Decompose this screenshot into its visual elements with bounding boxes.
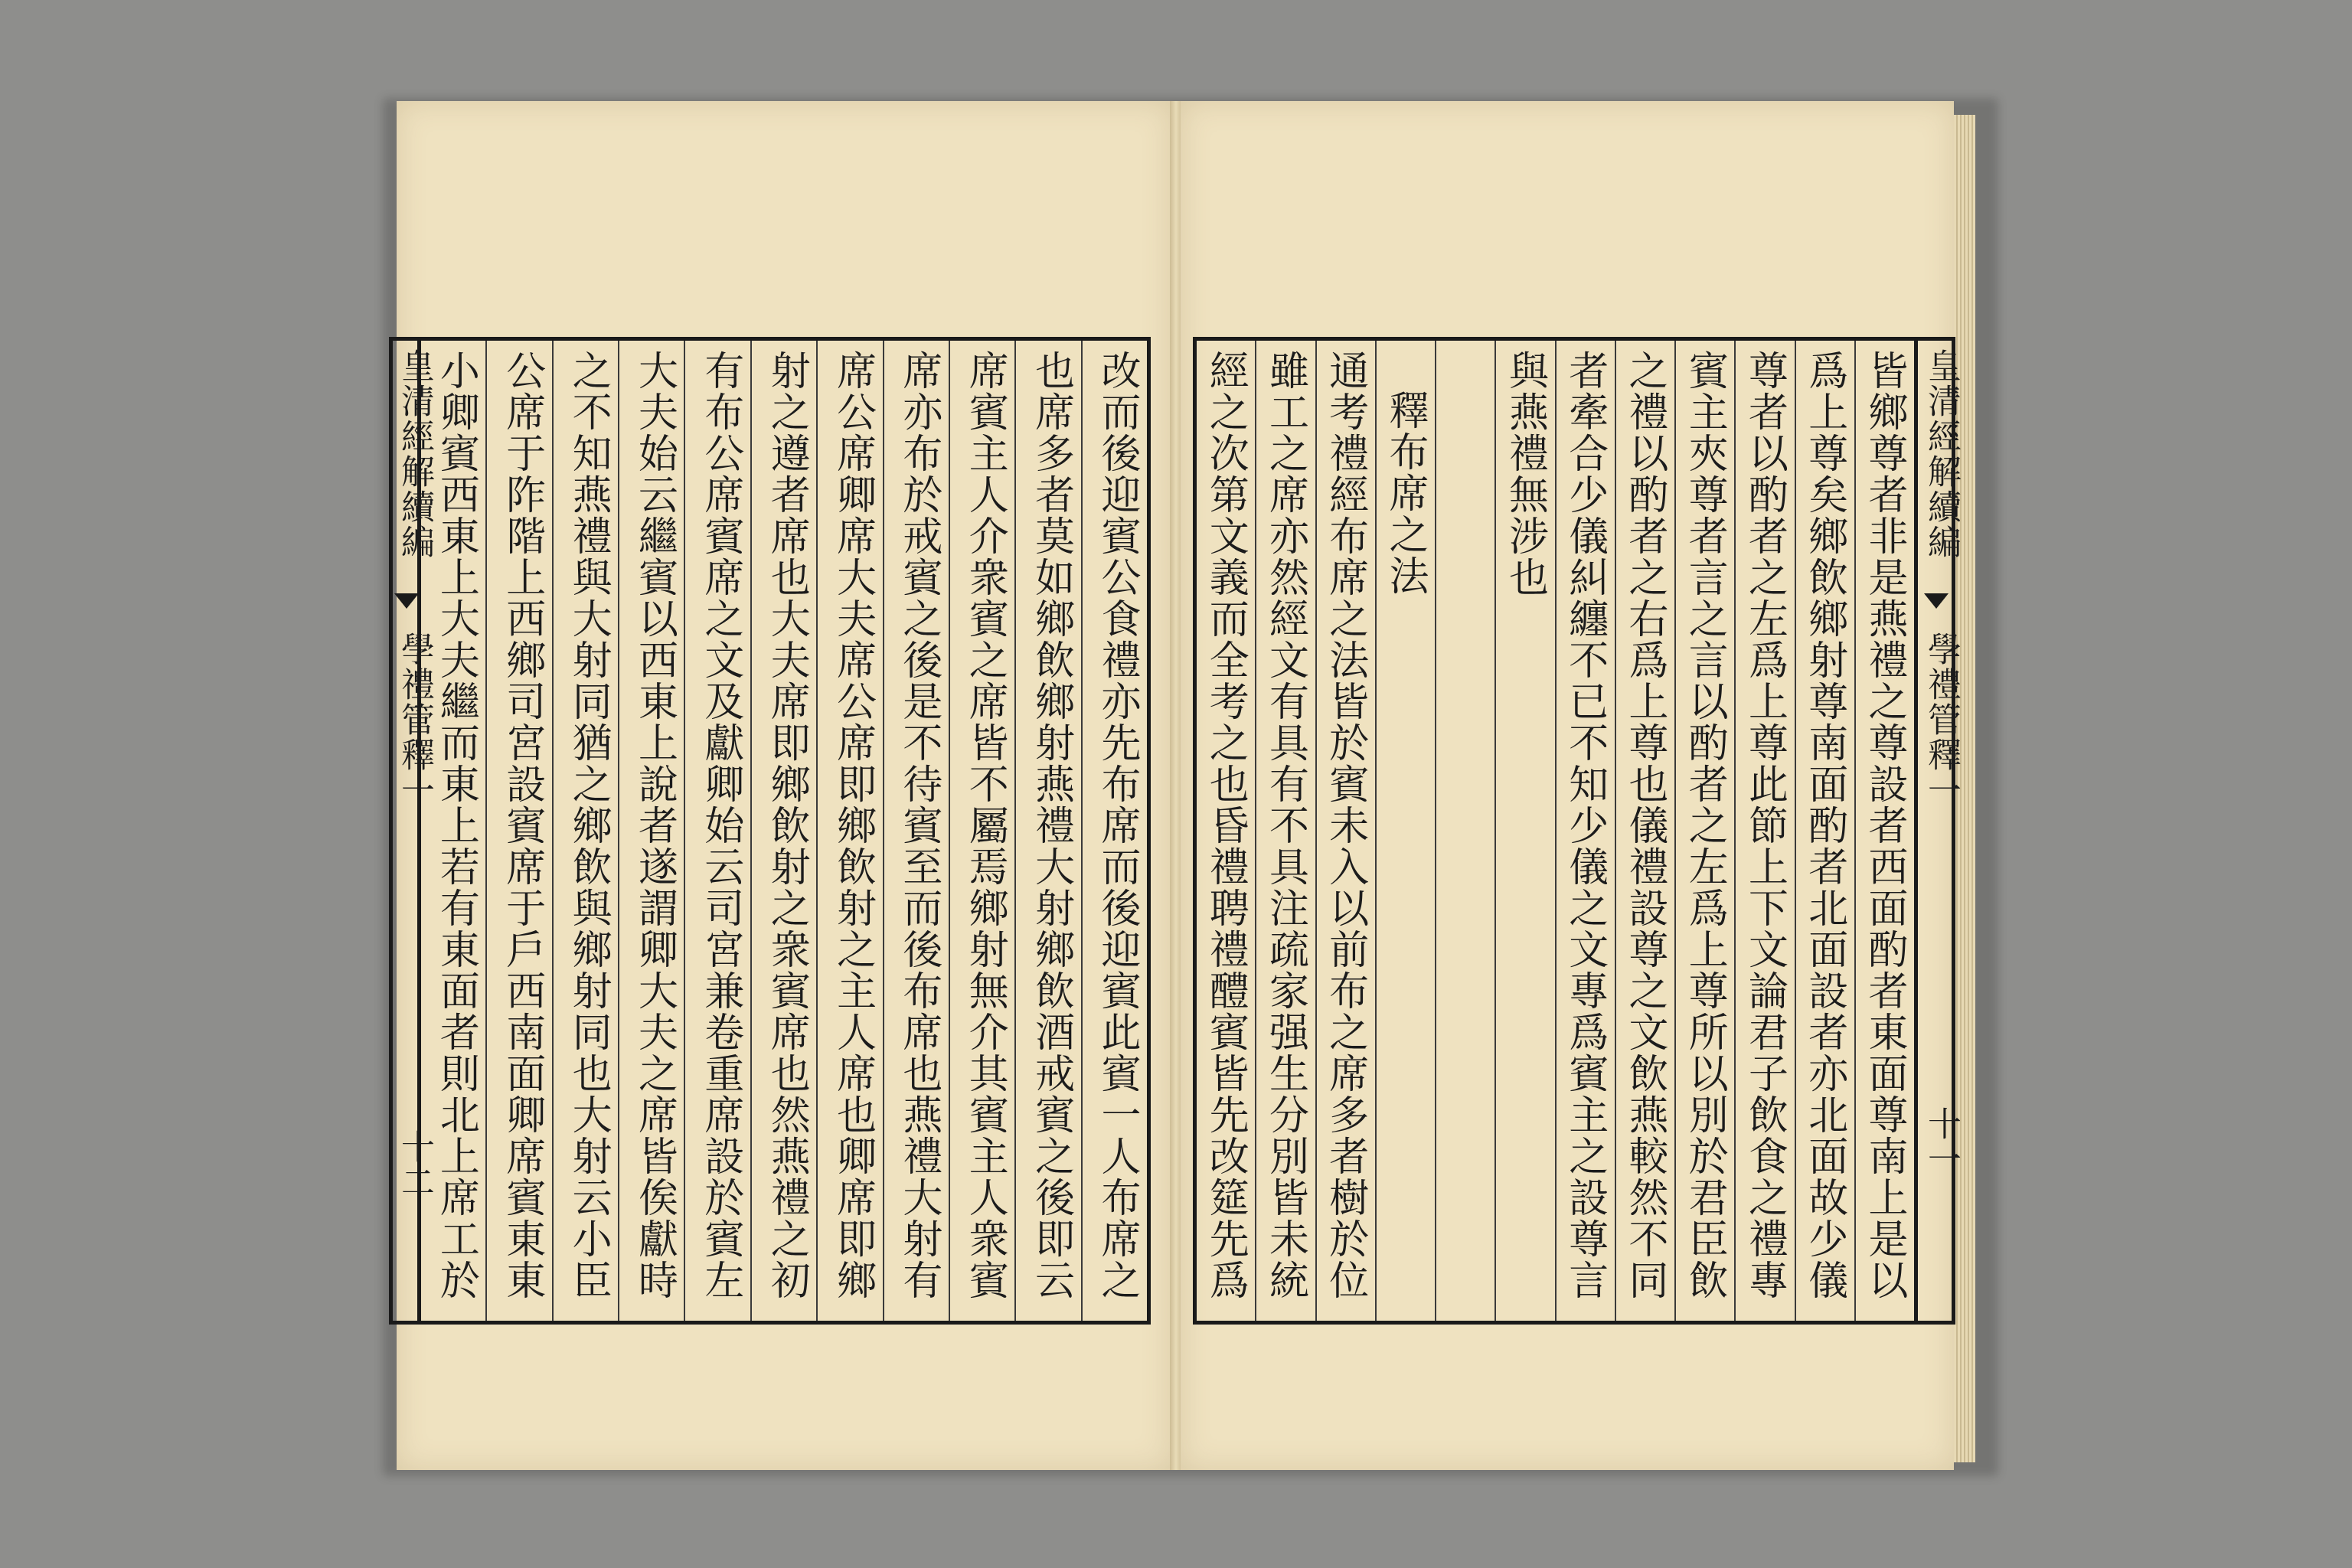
left-text-columns xyxy=(421,341,1147,1321)
right-column-7: 與燕禮無涉也 xyxy=(1494,341,1554,1321)
left-column-10: 公席于阼階上西鄉司宮設賓席于戶西南面卿席賓東東 xyxy=(485,341,551,1321)
right-fold-column xyxy=(1914,337,1961,1325)
left-fold-column xyxy=(389,337,434,1325)
left-fish-tail-mark xyxy=(394,593,419,609)
right-fold-section: 學禮管釋一 xyxy=(1922,632,1961,808)
left-column-6: 射之遵者席也大夫席即鄉飲射之衆賓席也然燕禮之初 xyxy=(750,341,816,1321)
right-column-5: 之禮以酌者之右爲上尊也儀禮設尊之文飲燕較然不同 xyxy=(1615,341,1674,1321)
right-section-heading: 釋布席之法 xyxy=(1375,341,1435,1321)
left-column-5: 席公席卿席大夫席公席即鄉飲射之主人席也卿席即鄉 xyxy=(816,341,882,1321)
left-fold-title: 皇清經解續編 xyxy=(395,348,434,560)
left-text-frame xyxy=(417,337,1151,1325)
right-fold-title: 皇清經解續編 xyxy=(1922,348,1961,560)
right-column-8 xyxy=(1435,341,1494,1321)
right-column-2: 爲上尊矣鄉飲鄉射尊南面酌者北面設者亦北面故少儀 xyxy=(1795,341,1854,1321)
left-column-9: 之不知燕禮與大射同猶之鄉飲與鄉射同也大射云小臣 xyxy=(552,341,618,1321)
right-text-frame xyxy=(1193,337,1918,1325)
right-column-1: 皆鄉尊者非是燕禮之尊設者西面酌者東面尊南上是以 xyxy=(1854,341,1914,1321)
left-column-7: 有布公席賓席之文及獻卿始云司宮兼卷重席設於賓左 xyxy=(684,341,750,1321)
right-column-3: 尊者以酌者之左爲上尊此節上下文論君子飲食之禮專 xyxy=(1734,341,1794,1321)
left-fold-section: 學禮管釋一 xyxy=(395,632,434,808)
right-column-11: 雖工之席亦然經文有具有不具注疏家强生分別皆未統 xyxy=(1255,341,1315,1321)
left-fold-page-number: 十二 xyxy=(395,1129,434,1200)
left-column-8: 大夫始云繼賓以西東上說者遂謂卿大夫之席皆俟獻時 xyxy=(618,341,684,1321)
right-fish-tail-mark xyxy=(1924,593,1949,609)
right-column-12: 經之次第文義而全考之也昏禮聘禮醴賓皆先改筵先爲 xyxy=(1202,350,1249,1301)
right-fold-page-number: 十一 xyxy=(1922,1106,1961,1177)
left-column-3: 席賓主人介衆賓之席皆不屬焉鄉射無介其賓主人衆賓 xyxy=(949,341,1014,1321)
left-column-11: 小卿賓西東上大夫繼而東上若有東面者則北上席工於 xyxy=(433,350,479,1301)
right-text-columns xyxy=(1197,341,1914,1321)
right-column-4: 賓主夾尊者言之言以酌者之左爲上尊所以別於君臣飲 xyxy=(1674,341,1734,1321)
left-column-2: 也席多者莫如鄉飲鄉射燕禮大射鄉飲酒戒賓之後即云 xyxy=(1014,341,1080,1321)
left-column-1: 改而後迎賓公食禮亦先布席而後迎賓此賓一人布席之 xyxy=(1081,341,1147,1321)
right-column-10: 通考禮經布席之法皆於賓未入以前布之席多者樹於位 xyxy=(1315,341,1375,1321)
left-column-4: 席亦布於戒賓之後是不待賓至而後布席也燕禮大射有 xyxy=(883,341,949,1321)
right-column-6: 者牽合少儀糾纏不已不知少儀之文專爲賓主之設尊言 xyxy=(1555,341,1615,1321)
